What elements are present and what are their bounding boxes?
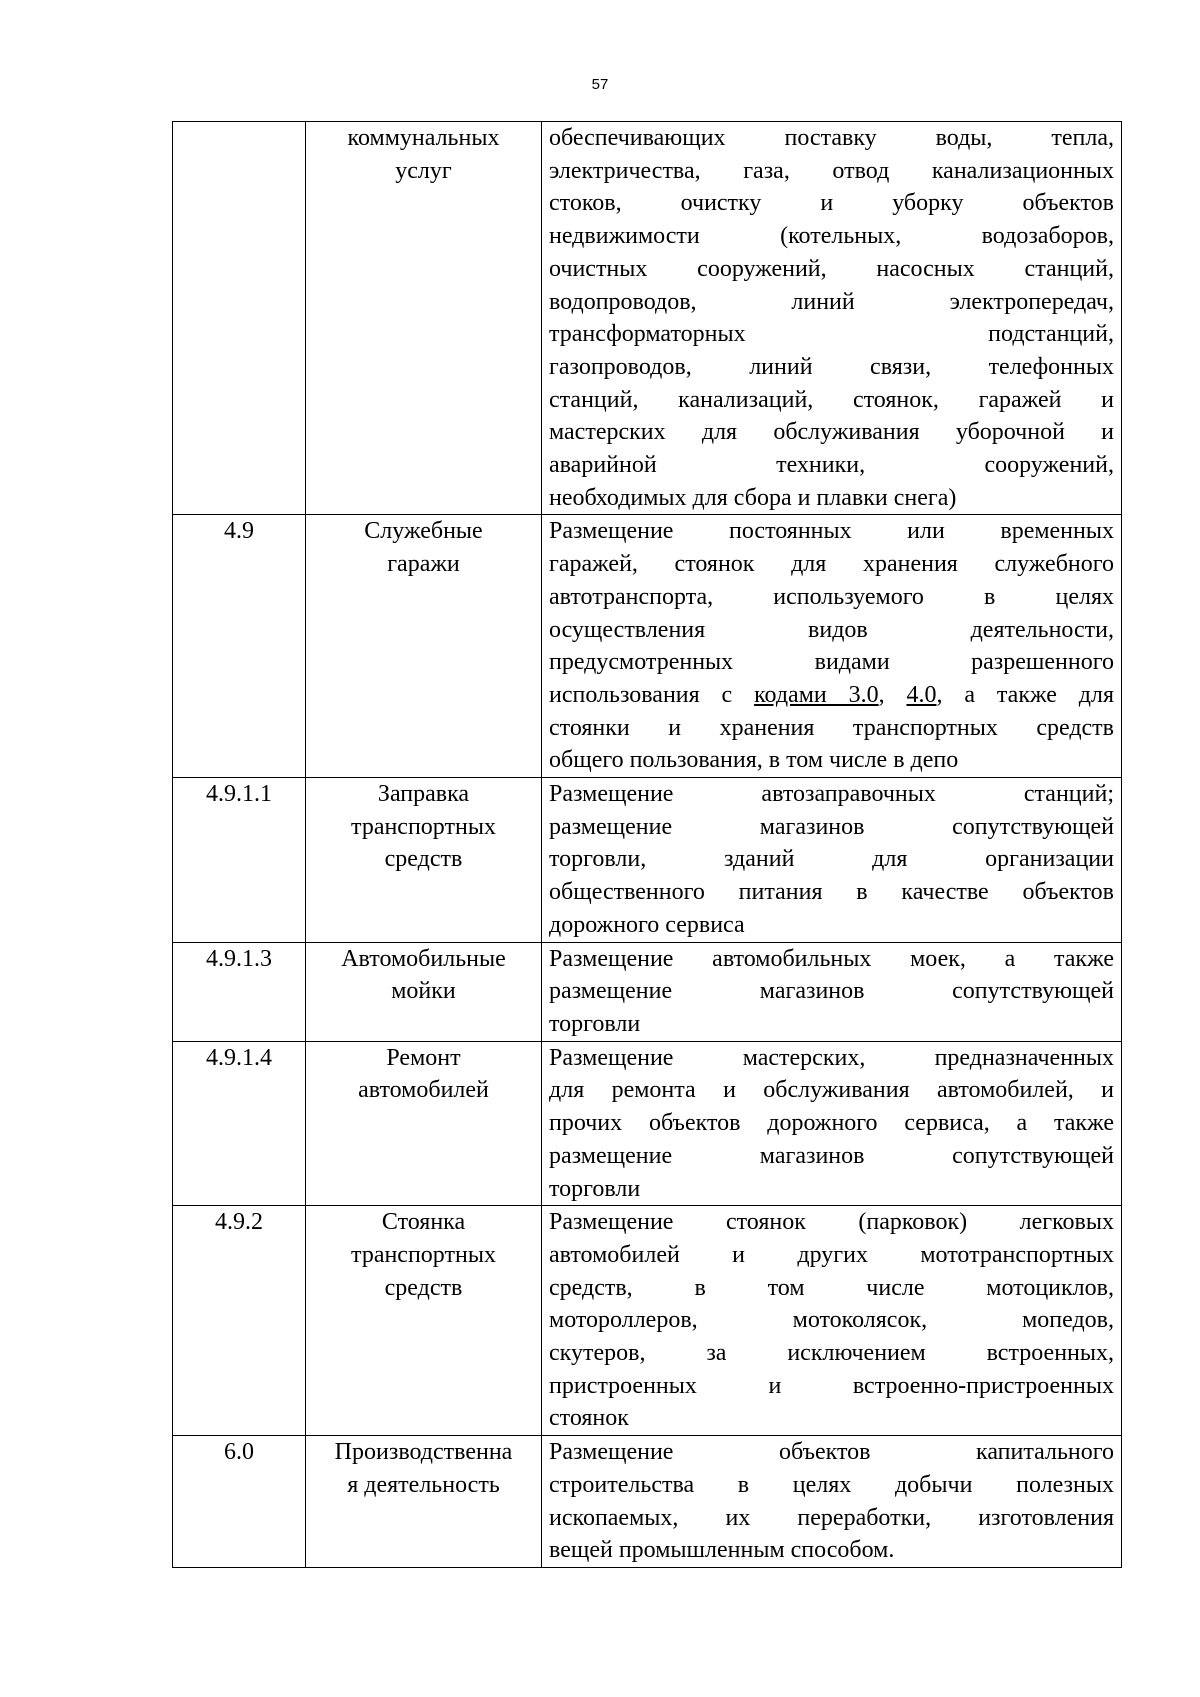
desc-line: дорожного сервиса (549, 911, 745, 938)
desc-line: размещение магазинов сопутствующей (549, 1142, 1114, 1169)
desc-line: ископаемых, их переработки, изготовления (549, 1504, 1114, 1531)
desc-line: торговли (549, 1175, 641, 1202)
desc-line: Размещение постоянных или временных (549, 518, 1114, 545)
name-line: средств (384, 846, 463, 873)
name-cell (306, 1436, 542, 1568)
desc-line: стоянок (549, 1405, 629, 1432)
page-number: 57 (591, 76, 609, 93)
name-line: автомобилей (358, 1077, 489, 1104)
description-cell (542, 122, 1122, 515)
desc-line: размещение магазинов сопутствующей (549, 813, 1114, 840)
description-cell (542, 515, 1122, 778)
name-line: Автомобильные (341, 945, 506, 972)
name-cell (306, 778, 542, 943)
table-row (173, 1206, 1122, 1436)
desc-line: недвижимости (котельных, водозаборов, (549, 223, 1114, 250)
table-row (173, 1041, 1122, 1206)
table-row (173, 515, 1122, 778)
desc-line: прочих объектов дорожного сервиса, а также (549, 1110, 1114, 1137)
table-row (173, 778, 1122, 943)
desc-line: Размещение автозаправочных станций; (549, 781, 1114, 808)
code-cell: 4.9.1.4 (173, 1041, 306, 1206)
desc-line: стоянки и хранения транспортных средств (549, 714, 1114, 741)
desc-line: стоков, очистку и уборку объектов (549, 190, 1114, 217)
desc-line: скутеров, за исключением встроенных, (549, 1340, 1114, 1367)
desc-line: водопроводов, линий электропередач, (549, 288, 1114, 315)
name-line: средств (384, 1274, 463, 1301)
code-cell (173, 122, 306, 515)
name-cell (306, 1206, 542, 1436)
name-line: я деятельность (347, 1471, 500, 1498)
desc-line: для ремонта и обслуживания автомобилей, и (549, 1077, 1114, 1104)
desc-line: мотороллеров, мотоколясок, мопедов, (549, 1307, 1114, 1334)
desc-line: предусмотренных видами разрешенного (549, 649, 1114, 676)
code-reference-link[interactable]: 4.0 (906, 681, 937, 708)
code-cell: 4.9 (173, 515, 306, 778)
desc-line: Размещение объектов капитального (549, 1439, 1114, 1466)
code-reference-link[interactable]: кодами 3.0 (754, 681, 879, 708)
code-cell: 4.9.2 (173, 1206, 306, 1436)
table-row (173, 122, 1122, 515)
code-cell: 4.9.1.3 (173, 942, 306, 1041)
desc-text: , (878, 681, 907, 708)
table-row (173, 942, 1122, 1041)
name-line: транспортных (351, 813, 496, 840)
code-cell: 6.0 (173, 1436, 306, 1568)
desc-line: Размещение мастерских, предназначенных (549, 1044, 1114, 1071)
name-line: Производственна (334, 1439, 513, 1466)
description-cell (542, 1206, 1122, 1436)
desc-line: строительства в целях добычи полезных (549, 1471, 1114, 1498)
name-line: Заправка (377, 781, 470, 808)
desc-line: размещение магазинов сопутствующей (549, 978, 1114, 1005)
desc-line: гаражей, стоянок для хранения служебного (549, 551, 1114, 578)
name-line: мойки (391, 978, 456, 1005)
desc-line: осуществления видов деятельности, (549, 616, 1114, 643)
desc-line: торговли (549, 1010, 641, 1037)
desc-line: трансформаторных подстанций, (549, 321, 1114, 348)
name-cell (306, 942, 542, 1041)
name-line: услуг (395, 157, 452, 184)
desc-line: электричества, газа, отвод канализационных (549, 157, 1114, 184)
name-line: Служебные (364, 518, 483, 545)
desc-line: автомобилей и других мототранспортных (549, 1241, 1114, 1268)
description-cell (542, 1436, 1122, 1568)
description-cell (542, 778, 1122, 943)
name-line: Ремонт (386, 1044, 461, 1071)
desc-line: станций, канализаций, стоянок, гаражей и (549, 386, 1114, 413)
name-line: коммунальных (347, 125, 500, 151)
desc-line: обеспечивающих поставку воды, тепла, (549, 125, 1114, 151)
desc-text: , а также для (936, 681, 1114, 708)
desc-text: использования с (549, 681, 755, 708)
description-cell (542, 1041, 1122, 1206)
desc-line: автотранспорта, используемого в целях (549, 583, 1114, 610)
name-line: транспортных (351, 1241, 496, 1268)
name-cell (306, 1041, 542, 1206)
desc-line: мастерских для обслуживания уборочной и (549, 419, 1114, 446)
code-cell: 4.9.1.1 (173, 778, 306, 943)
name-cell (306, 122, 542, 515)
name-cell (306, 515, 542, 778)
description-cell (542, 942, 1122, 1041)
desc-line: торговли, зданий для организации (549, 846, 1114, 873)
name-line: гаражи (387, 551, 460, 578)
desc-line: необходимых для сбора и плавки снега) (549, 484, 957, 511)
land-use-table (172, 121, 1122, 1568)
desc-line: вещей промышленным способом. (549, 1537, 895, 1564)
desc-line (549, 679, 1114, 712)
desc-line: общего пользования, в том числе в депо (549, 747, 959, 774)
desc-line: аварийной техники, сооружений, (549, 452, 1114, 479)
desc-line: пристроенных и встроенно-пристроенных (549, 1372, 1114, 1399)
desc-line: газопроводов, линий связи, телефонных (549, 353, 1114, 380)
desc-line: Размещение автомобильных моек, а также (549, 945, 1114, 972)
table-row (173, 1436, 1122, 1568)
desc-line: очистных сооружений, насосных станций, (549, 255, 1114, 282)
desc-line: Размещение стоянок (парковок) легковых (549, 1209, 1114, 1236)
desc-line: общественного питания в качестве объектов (549, 879, 1114, 906)
desc-line: средств, в том числе мотоциклов, (549, 1274, 1114, 1301)
name-line: Стоянка (381, 1209, 466, 1236)
